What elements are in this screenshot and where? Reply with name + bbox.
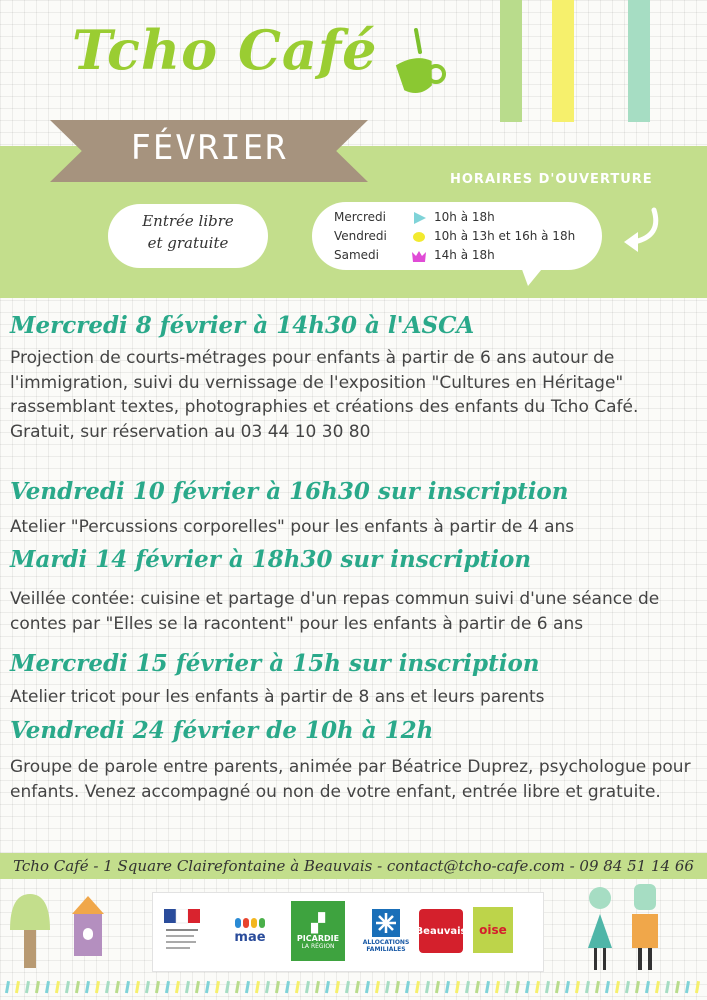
dash-mark xyxy=(135,981,140,993)
dash-mark xyxy=(395,981,400,993)
circle-marker-icon xyxy=(412,231,426,243)
event-3-body: Veillée contée: cuisine et partage d'un repas commun suivi d'une séance de contes par "Elles se la racontent" pour les enfants à partir de 6 ans xyxy=(10,589,660,634)
bubble-tail xyxy=(520,264,546,286)
dash-mark xyxy=(685,981,690,993)
dash-mark xyxy=(425,981,430,993)
picardie-logo: ▞ PICARDIE LA RÉGION xyxy=(291,901,345,961)
hours-time: 10h à 13h et 16h à 18h xyxy=(434,229,576,243)
caf-label: ALLOCATIONS FAMILIALES xyxy=(362,939,410,953)
event-3-title: Mardi 14 février à 18h30 sur inscription xyxy=(10,546,532,573)
dash-mark xyxy=(295,981,300,993)
dash-mark xyxy=(695,981,700,993)
footer-contact: Tcho Café - 1 Square Clairefontaine à Beauvais - contact@tcho-cafe.com - 09 84 51 14 66 xyxy=(13,857,694,875)
dash-mark xyxy=(565,981,570,993)
event-4-body: Atelier tricot pour les enfants à partir de 8 ans et leurs parents xyxy=(10,687,545,707)
dash-mark xyxy=(125,981,130,993)
event-5-body: Groupe de parole entre parents, animée par Béatrice Duprez, psychologue pour enfants. Venez accompagné ou non de votre enfant, entrée libre et gratuite. xyxy=(10,757,691,802)
partner-logos xyxy=(152,892,544,972)
dash-mark xyxy=(315,981,320,993)
entry-line-2: et gratuite xyxy=(147,234,229,252)
mae-label: mae xyxy=(234,929,266,945)
dash-mark xyxy=(195,981,200,993)
dash-mark xyxy=(625,981,630,993)
dash-mark xyxy=(15,981,20,993)
dash-mark xyxy=(345,981,350,993)
page-title: Tcho Café xyxy=(72,18,378,82)
dash-mark xyxy=(155,981,160,993)
event-4-title: Mercredi 15 février à 15h sur inscription xyxy=(10,650,540,677)
dash-mark xyxy=(65,981,70,993)
dash-mark xyxy=(185,981,190,993)
marianne-icon xyxy=(164,909,200,953)
dash-mark xyxy=(435,981,440,993)
beauvais-label: Beauvais xyxy=(415,925,467,937)
dash-mark xyxy=(145,981,150,993)
dash-mark xyxy=(595,981,600,993)
dash-mark xyxy=(365,981,370,993)
dash-mark xyxy=(585,981,590,993)
event-2-title: Vendredi 10 février à 16h30 sur inscription xyxy=(10,478,569,505)
hours-title: HORAIRES D'OUVERTURE xyxy=(450,172,653,187)
mae-logo xyxy=(225,905,275,957)
oise-logo xyxy=(473,907,513,953)
snowflake-icon xyxy=(372,909,400,937)
dash-mark xyxy=(525,981,530,993)
dash-mark xyxy=(85,981,90,993)
people-figures-icon xyxy=(586,884,662,980)
dash-mark xyxy=(25,981,30,993)
stripe-yellow xyxy=(552,0,574,122)
dash-mark xyxy=(45,981,50,993)
dash-mark xyxy=(355,981,360,993)
dash-mark xyxy=(325,981,330,993)
decorative-dash-row xyxy=(0,980,707,994)
dash-mark xyxy=(105,981,110,993)
dash-mark xyxy=(75,981,80,993)
dash-mark xyxy=(485,981,490,993)
picardie-label: PICARDIE xyxy=(296,933,340,943)
dash-mark xyxy=(95,981,100,993)
dash-mark xyxy=(35,981,40,993)
dash-mark xyxy=(275,981,280,993)
dash-mark xyxy=(115,981,120,993)
event-1-body: Projection de courts-métrages pour enfants à partir de 6 ans autour de l'immigration, suivi du vernissage de l'exposition "Cultures en Héritage" rassemblant textes, photographies et créations des enfants du Tcho Café. Gratuit, sur réservation au 03 44 10 30 80 xyxy=(10,348,639,442)
dash-mark xyxy=(245,981,250,993)
dash-mark xyxy=(335,981,340,993)
dash-mark xyxy=(265,981,270,993)
dash-mark xyxy=(645,981,650,993)
dash-mark xyxy=(555,981,560,993)
triangle-marker-icon xyxy=(412,212,426,224)
caf-logo xyxy=(357,905,415,957)
stripe-mint xyxy=(628,0,650,122)
dash-mark xyxy=(235,981,240,993)
dash-mark xyxy=(255,981,260,993)
dash-mark xyxy=(205,981,210,993)
hours-time: 14h à 18h xyxy=(434,248,495,262)
oise-label: oise xyxy=(479,923,507,937)
event-5-title: Vendredi 24 février de 10h à 12h xyxy=(10,717,434,744)
event-1-title: Mercredi 8 février à 14h30 à l'ASCA xyxy=(10,312,475,339)
entry-text xyxy=(108,210,268,254)
dash-mark xyxy=(55,981,60,993)
hours-day: Vendredi xyxy=(334,229,387,243)
event-2-body: Atelier "Percussions corporelles" pour les enfants à partir de 4 ans xyxy=(10,517,575,537)
dash-mark xyxy=(385,981,390,993)
dash-mark xyxy=(675,981,680,993)
hours-day: Samedi xyxy=(334,248,379,262)
dash-mark xyxy=(635,981,640,993)
dash-mark xyxy=(375,981,380,993)
dash-mark xyxy=(665,981,670,993)
dash-mark xyxy=(515,981,520,993)
dash-mark xyxy=(305,981,310,993)
dash-mark xyxy=(285,981,290,993)
dash-mark xyxy=(545,981,550,993)
dash-mark xyxy=(505,981,510,993)
dash-mark xyxy=(495,981,500,993)
dash-mark xyxy=(465,981,470,993)
dash-mark xyxy=(535,981,540,993)
stripe-green xyxy=(500,0,522,122)
dash-mark xyxy=(615,981,620,993)
hours-time: 10h à 18h xyxy=(434,210,495,224)
dash-mark xyxy=(445,981,450,993)
dash-mark xyxy=(225,981,230,993)
dash-mark xyxy=(455,981,460,993)
coffee-cup-icon xyxy=(390,28,446,102)
dash-mark xyxy=(175,981,180,993)
dash-mark xyxy=(165,981,170,993)
entry-line-1: Entrée libre xyxy=(142,212,234,230)
dash-mark xyxy=(475,981,480,993)
hours-bubble xyxy=(312,202,602,270)
month-label: FÉVRIER xyxy=(130,128,288,168)
prefecture-logo xyxy=(161,905,203,957)
picardie-sublabel: LA RÉGION xyxy=(301,942,335,950)
dash-mark xyxy=(655,981,660,993)
curved-arrow-icon xyxy=(620,206,664,256)
crown-marker-icon xyxy=(412,250,426,262)
dash-mark xyxy=(215,981,220,993)
dash-mark xyxy=(5,981,10,993)
house-icon xyxy=(70,896,106,958)
dash-mark xyxy=(415,981,420,993)
tree-icon xyxy=(6,890,54,970)
dash-mark xyxy=(575,981,580,993)
dash-mark xyxy=(405,981,410,993)
beauvais-logo xyxy=(415,909,467,953)
dash-mark xyxy=(605,981,610,993)
hours-day: Mercredi xyxy=(334,210,387,224)
